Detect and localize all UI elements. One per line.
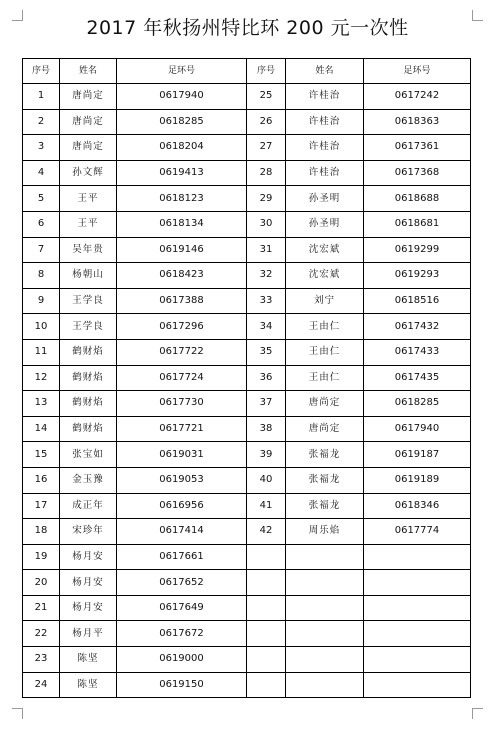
right-ring-cell: 0617242 xyxy=(364,84,471,110)
right-no-cell: 38 xyxy=(247,416,286,442)
left-no-cell: 18 xyxy=(23,519,60,545)
left-name-cell: 金玉豫 xyxy=(60,467,117,493)
left-name-cell: 唐尚定 xyxy=(60,135,117,161)
left-no-cell: 10 xyxy=(23,314,60,340)
table-row xyxy=(23,519,471,545)
crop-mark-bottom-right xyxy=(472,708,483,719)
left-no-cell: 23 xyxy=(23,647,60,673)
right-ring-cell: 0618688 xyxy=(364,186,471,212)
left-no-cell: 7 xyxy=(23,237,60,263)
table-row xyxy=(23,135,471,161)
left-name-cell: 唐尚定 xyxy=(60,84,117,110)
left-no-cell: 15 xyxy=(23,442,60,468)
left-no-cell: 6 xyxy=(23,211,60,237)
left-name-cell: 杨月安 xyxy=(60,570,117,596)
right-no-cell: 30 xyxy=(247,211,286,237)
right-name-cell: 唐尚定 xyxy=(286,391,364,417)
right-name-cell: 王由仁 xyxy=(286,339,364,365)
left-name-cell: 王平 xyxy=(60,211,117,237)
left-name-cell: 王学良 xyxy=(60,314,117,340)
left-ring-cell: 0618423 xyxy=(117,263,247,289)
right-ring-cell: 0618681 xyxy=(364,211,471,237)
empty-cell xyxy=(286,570,364,596)
empty-cell xyxy=(286,647,364,673)
ring-roster-table xyxy=(22,58,471,698)
table-row xyxy=(23,109,471,135)
header-ring-right: 足环号 xyxy=(364,59,471,84)
empty-cell xyxy=(247,672,286,698)
right-name-cell: 许桂治 xyxy=(286,109,364,135)
right-ring-cell: 0618516 xyxy=(364,288,471,314)
left-ring-cell: 0619053 xyxy=(117,467,247,493)
left-name-cell: 杨月安 xyxy=(60,544,117,570)
table-row xyxy=(23,416,471,442)
roster-body xyxy=(23,59,471,698)
left-ring-cell: 0618123 xyxy=(117,186,247,212)
empty-cell xyxy=(286,595,364,621)
right-name-cell: 张福龙 xyxy=(286,442,364,468)
left-name-cell: 张宝如 xyxy=(60,442,117,468)
header-no-left: 序号 xyxy=(23,59,60,84)
table-row xyxy=(23,544,471,570)
table-row xyxy=(23,339,471,365)
right-ring-cell: 0619299 xyxy=(364,237,471,263)
table-row xyxy=(23,160,471,186)
left-no-cell: 5 xyxy=(23,186,60,212)
empty-cell xyxy=(364,544,471,570)
left-name-cell: 杨朝山 xyxy=(60,263,117,289)
left-no-cell: 11 xyxy=(23,339,60,365)
right-name-cell: 张福龙 xyxy=(286,493,364,519)
left-name-cell: 王平 xyxy=(60,186,117,212)
right-no-cell: 33 xyxy=(247,288,286,314)
left-name-cell: 王学良 xyxy=(60,288,117,314)
left-ring-cell: 0617296 xyxy=(117,314,247,340)
table-row xyxy=(23,84,471,110)
right-ring-cell: 0617368 xyxy=(364,160,471,186)
right-ring-cell: 0618346 xyxy=(364,493,471,519)
left-name-cell: 吴年贵 xyxy=(60,237,117,263)
empty-cell xyxy=(364,570,471,596)
left-ring-cell: 0618134 xyxy=(117,211,247,237)
left-name-cell: 鹤财焰 xyxy=(60,416,117,442)
left-ring-cell: 0619000 xyxy=(117,647,247,673)
left-ring-cell: 0618285 xyxy=(117,109,247,135)
crop-mark-bottom-left xyxy=(12,708,23,719)
right-no-cell: 40 xyxy=(247,467,286,493)
page-title: 2017 年秋扬州特比环 200 元一次性 xyxy=(86,17,409,39)
left-no-cell: 19 xyxy=(23,544,60,570)
table-row xyxy=(23,211,471,237)
left-no-cell: 3 xyxy=(23,135,60,161)
right-no-cell: 34 xyxy=(247,314,286,340)
empty-cell xyxy=(247,595,286,621)
right-name-cell: 沈宏斌 xyxy=(286,237,364,263)
left-ring-cell: 0616956 xyxy=(117,493,247,519)
table-row xyxy=(23,595,471,621)
header-ring-left: 足环号 xyxy=(117,59,247,84)
empty-cell xyxy=(286,672,364,698)
table-row xyxy=(23,570,471,596)
left-ring-cell: 0619146 xyxy=(117,237,247,263)
right-ring-cell: 0619293 xyxy=(364,263,471,289)
left-name-cell: 鹤财焰 xyxy=(60,365,117,391)
right-no-cell: 36 xyxy=(247,365,286,391)
right-name-cell: 沈宏斌 xyxy=(286,263,364,289)
right-ring-cell: 0619187 xyxy=(364,442,471,468)
left-no-cell: 24 xyxy=(23,672,60,698)
table-row xyxy=(23,365,471,391)
left-name-cell: 杨月安 xyxy=(60,595,117,621)
table-row xyxy=(23,237,471,263)
empty-cell xyxy=(364,621,471,647)
right-name-cell: 孙圣明 xyxy=(286,186,364,212)
left-name-cell: 孙文辉 xyxy=(60,160,117,186)
right-ring-cell: 0617435 xyxy=(364,365,471,391)
left-no-cell: 14 xyxy=(23,416,60,442)
right-name-cell: 王由仁 xyxy=(286,314,364,340)
left-ring-cell: 0619413 xyxy=(117,160,247,186)
left-ring-cell: 0617388 xyxy=(117,288,247,314)
table-row xyxy=(23,493,471,519)
left-name-cell: 鹤财焰 xyxy=(60,339,117,365)
right-no-cell: 26 xyxy=(247,109,286,135)
left-ring-cell: 0617730 xyxy=(117,391,247,417)
right-name-cell: 周乐焰 xyxy=(286,519,364,545)
empty-cell xyxy=(364,672,471,698)
right-ring-cell: 0617432 xyxy=(364,314,471,340)
right-ring-cell: 0618285 xyxy=(364,391,471,417)
left-ring-cell: 0617722 xyxy=(117,339,247,365)
right-name-cell: 张福龙 xyxy=(286,467,364,493)
table-row xyxy=(23,647,471,673)
left-ring-cell: 0617672 xyxy=(117,621,247,647)
table-row xyxy=(23,314,471,340)
right-no-cell: 31 xyxy=(247,237,286,263)
right-ring-cell: 0618363 xyxy=(364,109,471,135)
right-name-cell: 孙圣明 xyxy=(286,211,364,237)
right-ring-cell: 0617940 xyxy=(364,416,471,442)
right-ring-cell: 0617361 xyxy=(364,135,471,161)
right-name-cell: 许桂治 xyxy=(286,84,364,110)
left-ring-cell: 0617661 xyxy=(117,544,247,570)
table-row xyxy=(23,672,471,698)
left-name-cell: 杨月平 xyxy=(60,621,117,647)
right-no-cell: 32 xyxy=(247,263,286,289)
table-row xyxy=(23,288,471,314)
left-name-cell: 鹤财焰 xyxy=(60,391,117,417)
right-ring-cell: 0617774 xyxy=(364,519,471,545)
left-no-cell: 9 xyxy=(23,288,60,314)
empty-cell xyxy=(364,595,471,621)
left-no-cell: 4 xyxy=(23,160,60,186)
right-no-cell: 27 xyxy=(247,135,286,161)
left-name-cell: 陈坚 xyxy=(60,672,117,698)
right-name-cell: 许桂治 xyxy=(286,135,364,161)
header-no-right: 序号 xyxy=(247,59,286,84)
left-no-cell: 2 xyxy=(23,109,60,135)
right-no-cell: 39 xyxy=(247,442,286,468)
right-no-cell: 42 xyxy=(247,519,286,545)
left-ring-cell: 0617724 xyxy=(117,365,247,391)
right-no-cell: 25 xyxy=(247,84,286,110)
left-no-cell: 12 xyxy=(23,365,60,391)
left-name-cell: 唐尚定 xyxy=(60,109,117,135)
left-name-cell: 成正年 xyxy=(60,493,117,519)
right-no-cell: 28 xyxy=(247,160,286,186)
right-ring-cell: 0619189 xyxy=(364,467,471,493)
left-ring-cell: 0619031 xyxy=(117,442,247,468)
right-no-cell: 29 xyxy=(247,186,286,212)
left-name-cell: 陈坚 xyxy=(60,647,117,673)
left-no-cell: 8 xyxy=(23,263,60,289)
left-ring-cell: 0617721 xyxy=(117,416,247,442)
empty-cell xyxy=(364,647,471,673)
table-row xyxy=(23,186,471,212)
right-name-cell: 许桂治 xyxy=(286,160,364,186)
left-ring-cell: 0617652 xyxy=(117,570,247,596)
left-ring-cell: 0618204 xyxy=(117,135,247,161)
empty-cell xyxy=(247,621,286,647)
left-ring-cell: 0617940 xyxy=(117,84,247,110)
right-name-cell: 刘宁 xyxy=(286,288,364,314)
table-row xyxy=(23,391,471,417)
table-row xyxy=(23,621,471,647)
right-name-cell: 唐尚定 xyxy=(286,416,364,442)
table-row xyxy=(23,442,471,468)
right-ring-cell: 0617433 xyxy=(364,339,471,365)
left-no-cell: 22 xyxy=(23,621,60,647)
left-ring-cell: 0617414 xyxy=(117,519,247,545)
left-ring-cell: 0619150 xyxy=(117,672,247,698)
left-no-cell: 20 xyxy=(23,570,60,596)
table-row xyxy=(23,467,471,493)
right-no-cell: 37 xyxy=(247,391,286,417)
left-no-cell: 13 xyxy=(23,391,60,417)
empty-cell xyxy=(286,621,364,647)
left-no-cell: 21 xyxy=(23,595,60,621)
header-name-left: 姓名 xyxy=(60,59,117,84)
empty-cell xyxy=(247,570,286,596)
right-no-cell: 35 xyxy=(247,339,286,365)
left-ring-cell: 0617649 xyxy=(117,595,247,621)
left-no-cell: 17 xyxy=(23,493,60,519)
empty-cell xyxy=(247,647,286,673)
table-row xyxy=(23,263,471,289)
right-no-cell: 41 xyxy=(247,493,286,519)
header-name-right: 姓名 xyxy=(286,59,364,84)
empty-cell xyxy=(286,544,364,570)
left-name-cell: 宋珍年 xyxy=(60,519,117,545)
right-name-cell: 王由仁 xyxy=(286,365,364,391)
table-header-row xyxy=(23,59,471,84)
left-no-cell: 16 xyxy=(23,467,60,493)
left-no-cell: 1 xyxy=(23,84,60,110)
empty-cell xyxy=(247,544,286,570)
